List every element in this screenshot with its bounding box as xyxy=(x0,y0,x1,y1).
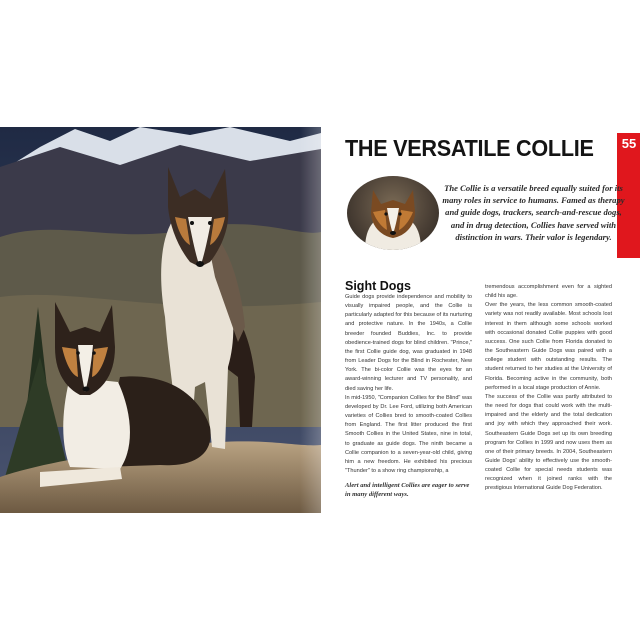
body-column-2: tremendous accomplishment even for a sighted child his age. Over the years, the less common smooth-coated variety was not readily available. Most schools lost interest in them although some schools worked with occasional donated Collie puppies with good success. One such Collie from Florida donated to the Southeastern Guide Dogs was paired with a college student with outstanding results. The student returned to her studies at the University of Florida. Becoming active in the community, both performed in a local stage production of Annie. The success of the Collie was partly attributed to the need for dogs that could work with the multi-impaired and the elderly and the total dedication and joy with which they approached their work. Southeastern Guide Dogs set up its own breeding program for Collies in 1999 and now uses them as one of their primary breeds. In 2004, Southeastern Guide Dogs' ability to effectively use the smooth-coated Collie for special needs students was recognized when it joined ranks with the prestigious International Guide Dog Federation. xyxy=(485,284,612,492)
page-title: THE VERSATILE COLLIE xyxy=(345,135,594,161)
collies-illustration xyxy=(0,127,321,513)
page-gutter xyxy=(300,127,321,513)
intro-text: The Collie is a versatile breed equally suited for its many roles in service to humans. Famed as therapy and guide dogs, trackers, search-and-rescue dogs, and in drug detection, Collies have served with distinction in wars. Their valor is legendary. xyxy=(442,183,625,242)
page-number: 55 xyxy=(621,136,637,151)
collie-portrait-illustration xyxy=(347,176,439,250)
book-spread xyxy=(0,127,640,513)
text-page xyxy=(321,127,640,513)
body-column-1: Guide dogs provide independence and mobility to visually impaired people, and the Collie is particularly adapted for this because of its nurturing and protective nature. In the 1940s, a Collie breeder founded Buddies, Inc. to provide obedience-trained dogs for blind children. "Prince," the first Collie guide dog, was graduated in 1948 from Leader Dogs for the Blind in Rochester, New York. The bi-color Collie was the eyes for an award-winning lecturer and TV personality, and died saving her life. In mid-1950, "Companion Collies for the Blind" was developed by Dr. Lee Ford, utilizing both American varieties of Collies bred to smooth-coated Collies from England. The first litter produced the first Smooth Collies in the United States, nine in total, to graduate as guide dogs. The ninth became a Collie companion to a seven-year-old child, giving him a new freedom. He exhibited his precious "Thunder" to a show ring championship, a xyxy=(345,294,472,474)
collie-portrait xyxy=(347,176,439,250)
collies-photo xyxy=(0,127,321,513)
photo-caption: Alert and intelligent Collies are eager to serve in many different ways. xyxy=(345,482,470,498)
section-heading: Sight Dogs xyxy=(345,279,411,293)
